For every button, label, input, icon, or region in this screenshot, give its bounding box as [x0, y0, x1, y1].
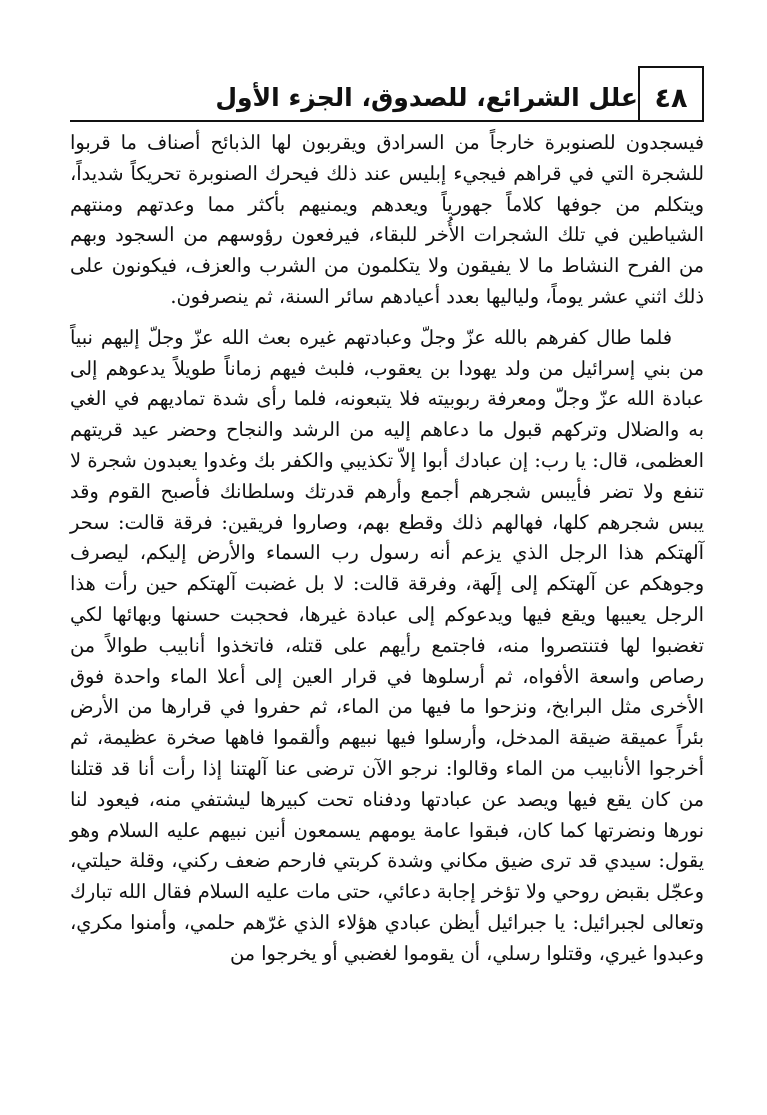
page-header [70, 66, 704, 122]
page-body [70, 128, 704, 970]
book-title: علل الشرائع، للصدوق، الجزء الأول [215, 83, 638, 112]
running-title [70, 66, 638, 120]
paragraph: فلما طال كفرهم بالله عزّ وجلّ وعبادتهم غيره بعث الله عزّ وجلّ إليهم نبياً من بني إسرائيل من ولد يهودا بن يعقوب، فلبث فيهم زماناً طويلاً يدعوهم إلى عبادة الله عزّ وجلّ ومعرفة ربوبيته فلا يتبعونه، فلما رأى شدة تماديهم في الغي به والضلال وتركهم قبول ما دعاهم إليه من الرشد والنجاح وحضر عيد قريتهم العظمى، قال: يا رب: إن عبادك أبوا إلاّ تكذيبي والكفر بك وغدوا يعبدون شجرة لا تنفع ولا تضر فأيبس شجرهم أجمع وأرهم قدرتك وسلطانك فأصبح القوم وقد يبس شجرهم كلها، فهالهم ذلك وقطع بهم، وصاروا فريقين: فرقة قالت: سحر آلهتكم هذا الرجل الذي يزعم أنه رسول رب السماء والأرض إليكم، ليصرف وجوهكم عن آلهتكم إلى إلَهة، وفرقة قالت: لا بل غضبت آلهتكم حين رأت هذا الرجل يعيبها ويقع فيها ويدعوكم إلى عبادة غيرها، فحجبت حسنها وبهائها لكي تغضبوا لها فتنتصروا منه، فاجتمع رأيهم على قتله، فاتخذوا أنابيب طوالاً من رصاص واسعة الأفواه، ثم أرسلوها في قرار العين إلى أعلا الماء واحدة فوق الأخرى مثل البرابخ، ونزحوا ما فيها من الماء، ثم حفروا في قرارها من الأرض بئراً عميقة ضيقة المدخل، وأرسلوا فيها نبيهم وألقموا فاهها صخرة عظيمة، ثم أخرجوا الأنابيب من الماء وقالوا: نرجو الآن ترضى عنا آلهتنا إذا رأت أنا قد قتلنا من كان يقع فيها ويصد عن عبادتها ودفناه تحت كبيرها ليشتفي منه، فيعود لنا نورها ونضرتها كما كان، فبقوا عامة يومهم يسمعون أنين نبيهم عليه السلام وهو يقول: سيدي قد ترى ضيق مكاني وشدة كربتي فارحم ضعف ركني، وقلة حيلتي، وعجّل بقبض روحي ولا تؤخر إجابة دعائي، حتى مات عليه السلام فقال الله تبارك وتعالى لجبرائيل: يا جبرائيل أيظن عبادي هؤلاء الذي غرّهم حلمي، وأمنوا مكري، وعبدوا غيري، وقتلوا رسلي، أن يقوموا لغضبي أو يخرجوا من [70, 325, 704, 965]
paragraph: فيسجدون للصنوبرة خارجاً من السرادق ويقربون لها الذبائح أصناف ما قربوا للشجرة التي في قراهم فيجيء إبليس عند ذلك فيحرك الصنوبرة تحريكاً شديداً، ويتكلم من جوفها كلاماً جهورياً ويعدهم ويمنيهم بأكثر مما وعدتهم ومنتهم الشياطين في تلك الشجرات الأُخر للبقاء، فيرفعون رؤوسهم من السجود وبهم من الفرح النشاط ما لا يفيقون ولا يتكلمون من الشرب والعزف، فيكونون على ذلك اثني عشر يوماً، ولياليها بعدد أعيادهم سائر السنة، ثم ينصرفون. [70, 131, 704, 308]
book-page [70, 66, 704, 1106]
page-number: ٤٨ [638, 66, 704, 120]
